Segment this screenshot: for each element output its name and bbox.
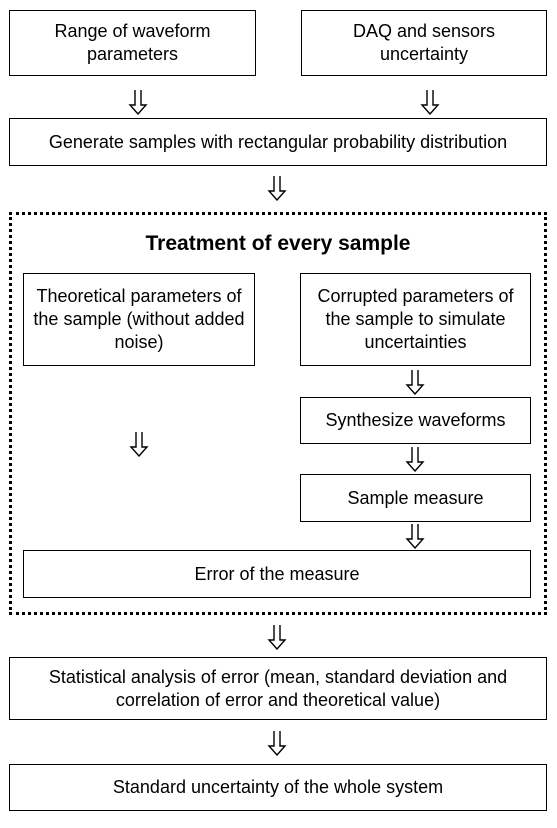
error-of-the-measure-label: Error of the measure — [194, 563, 360, 584]
flow-arrow-sample-measure-icon — [403, 523, 427, 549]
treatment-title: Treatment of every sample — [145, 232, 411, 255]
flow-arrow-treatment-icon — [265, 624, 289, 650]
flow-arrow-generate-icon — [265, 175, 289, 201]
daq-and-sensors-uncertainty-box — [301, 10, 547, 76]
error-of-the-measure-box — [23, 550, 531, 598]
generate-samples-label: Generate samples with rectangular probability distribution — [48, 131, 508, 152]
range-of-waveform-parameters-label: Range of waveform parameters — [54, 21, 211, 64]
synthesize-waveforms-label: Synthesize waveforms — [325, 410, 506, 430]
flow-arrow-synthesize-icon — [403, 446, 427, 472]
range-of-waveform-parameters-box — [9, 10, 256, 76]
flow-arrow-corrupted-icon — [403, 369, 427, 395]
daq-and-sensors-uncertainty-label: DAQ and sensors uncertainty — [352, 21, 496, 64]
theoretical-parameters-box — [23, 273, 255, 366]
statistical-analysis-label: Statistical analysis of error (mean, standard deviation and correlation of error and theoretical value) — [48, 666, 508, 710]
standard-uncertainty-label: Standard uncertainty of the whole system — [112, 777, 444, 797]
flow-arrow-range-icon — [126, 89, 150, 115]
sample-measure-label: Sample measure — [347, 487, 484, 508]
flow-arrow-daq-icon — [418, 89, 442, 115]
theoretical-parameters-label: Theoretical parameters of the sample (without added noise) — [33, 286, 245, 352]
corrupted-parameters-box — [300, 273, 531, 366]
corrupted-parameters-label: Corrupted parameters of the sample to simulate uncertainties — [317, 286, 514, 352]
generate-samples-box — [9, 118, 547, 166]
synthesize-waveforms-box — [300, 397, 531, 444]
standard-uncertainty-box — [9, 764, 547, 811]
flow-arrow-theoretical-icon — [127, 431, 151, 457]
flow-arrow-statistical-icon — [265, 730, 289, 756]
sample-measure-box — [300, 474, 531, 522]
statistical-analysis-box — [9, 657, 547, 720]
